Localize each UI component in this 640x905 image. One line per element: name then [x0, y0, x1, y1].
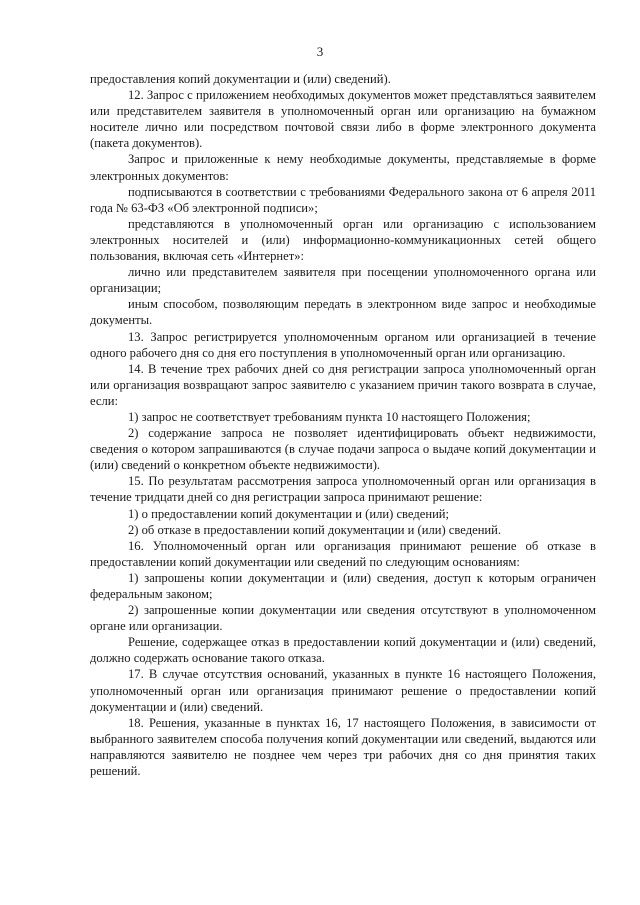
paragraph-item-14: 14. В течение трех рабочих дней со дня регистрации запроса уполномоченный орган или организация возвращают запрос заявителю с указанием причин такого возврата в случае, если:	[90, 361, 596, 408]
paragraph-item-16-2: 2) запрошенные копии документации или сведения отсутствуют в уполномоченном органе или организации.	[90, 603, 596, 634]
paragraph-submission: представляются в уполномоченный орган или организацию с использованием электронных носителей и (или) информационно-коммуникационных сетей общего пользования, включая сеть «Интернет»:	[90, 216, 596, 264]
paragraph-in-person: лично или представителем заявителя при посещении уполномоченного органа или организации;	[90, 265, 596, 296]
paragraph-item-18: 18. Решения, указанные в пунктах 16, 17 настоящего Положения, в зависимости от выбранного заявителем способа получения копий документации или сведений, выдаются или направляются заявителю не позднее чем через три рабочих дня со дня принятия таких решений.	[90, 715, 596, 779]
page-number: 3	[316, 44, 324, 59]
paragraph-refusal-decision: Решение, содержащее отказ в предоставлении копий документации и (или) сведений, должно содержать основание такого отказа.	[90, 635, 596, 666]
paragraph-item-17: 17. В случае отсутствия оснований, указанных в пункте 16 настоящего Положения, уполномоченный орган или организация принимают решение о предоставлении копий документации и (или) сведений.	[90, 667, 596, 714]
paragraph-item-12: 12. Запрос с приложением необходимых документов может представляться заявителем или представителем заявителя в уполномоченный орган или организацию на бумажном носителе лично или посредством почтовой связи либо в форме электронного документа (пакета документов).	[90, 88, 596, 151]
paragraph-item-16-1: 1) запрошены копии документации и (или) сведения, доступ к которым ограничен федеральным законом;	[90, 570, 596, 601]
paragraph-electronic-forms: Запрос и приложенные к нему необходимые документы, представляемые в форме электронных документов:	[90, 152, 596, 183]
paragraph-signing: подписываются в соответствии с требованиями Федерального закона от 6 апреля 2011 года № 63-ФЗ «Об электронной подписи»;	[90, 184, 596, 215]
paragraph-continuation: предоставления копий документации и (или) сведений).	[90, 72, 391, 86]
paragraph-item-13: 13. Запрос регистрируется уполномоченным органом или организацией в течение одного рабочего дня со дня его поступления в уполномоченный орган или организацию.	[90, 329, 596, 360]
paragraph-item-14-2: 2) содержание запроса не позволяет идентифицировать объект недвижимости, сведения о котором запрашиваются (в случае подачи запроса о выдаче копий документации и (или) сведений о конкретном объекте недвижимости).	[90, 426, 596, 473]
paragraph-item-16: 16. Уполномоченный орган или организация принимают решение об отказе в предоставлении копий документации или сведений по следующим основаниям:	[90, 538, 596, 569]
paragraph-item-15-2: 2) об отказе в предоставлении копий документации и (или) сведений.	[128, 522, 502, 537]
paragraph-item-15: 15. По результатам рассмотрения запроса уполномоченный орган или организация в течение тридцати дней со дня регистрации запроса принимают решение:	[90, 474, 596, 505]
paragraph-item-14-1: 1) запрос не соответствует требованиям пункта 10 настоящего Положения;	[128, 409, 531, 424]
paragraph-other-way: иным способом, позволяющим передать в электронном виде запрос и необходимые документы.	[90, 297, 596, 328]
document-body	[90, 71, 596, 779]
paragraph-item-15-1: 1) о предоставлении копий документации и (или) сведений;	[128, 506, 450, 521]
